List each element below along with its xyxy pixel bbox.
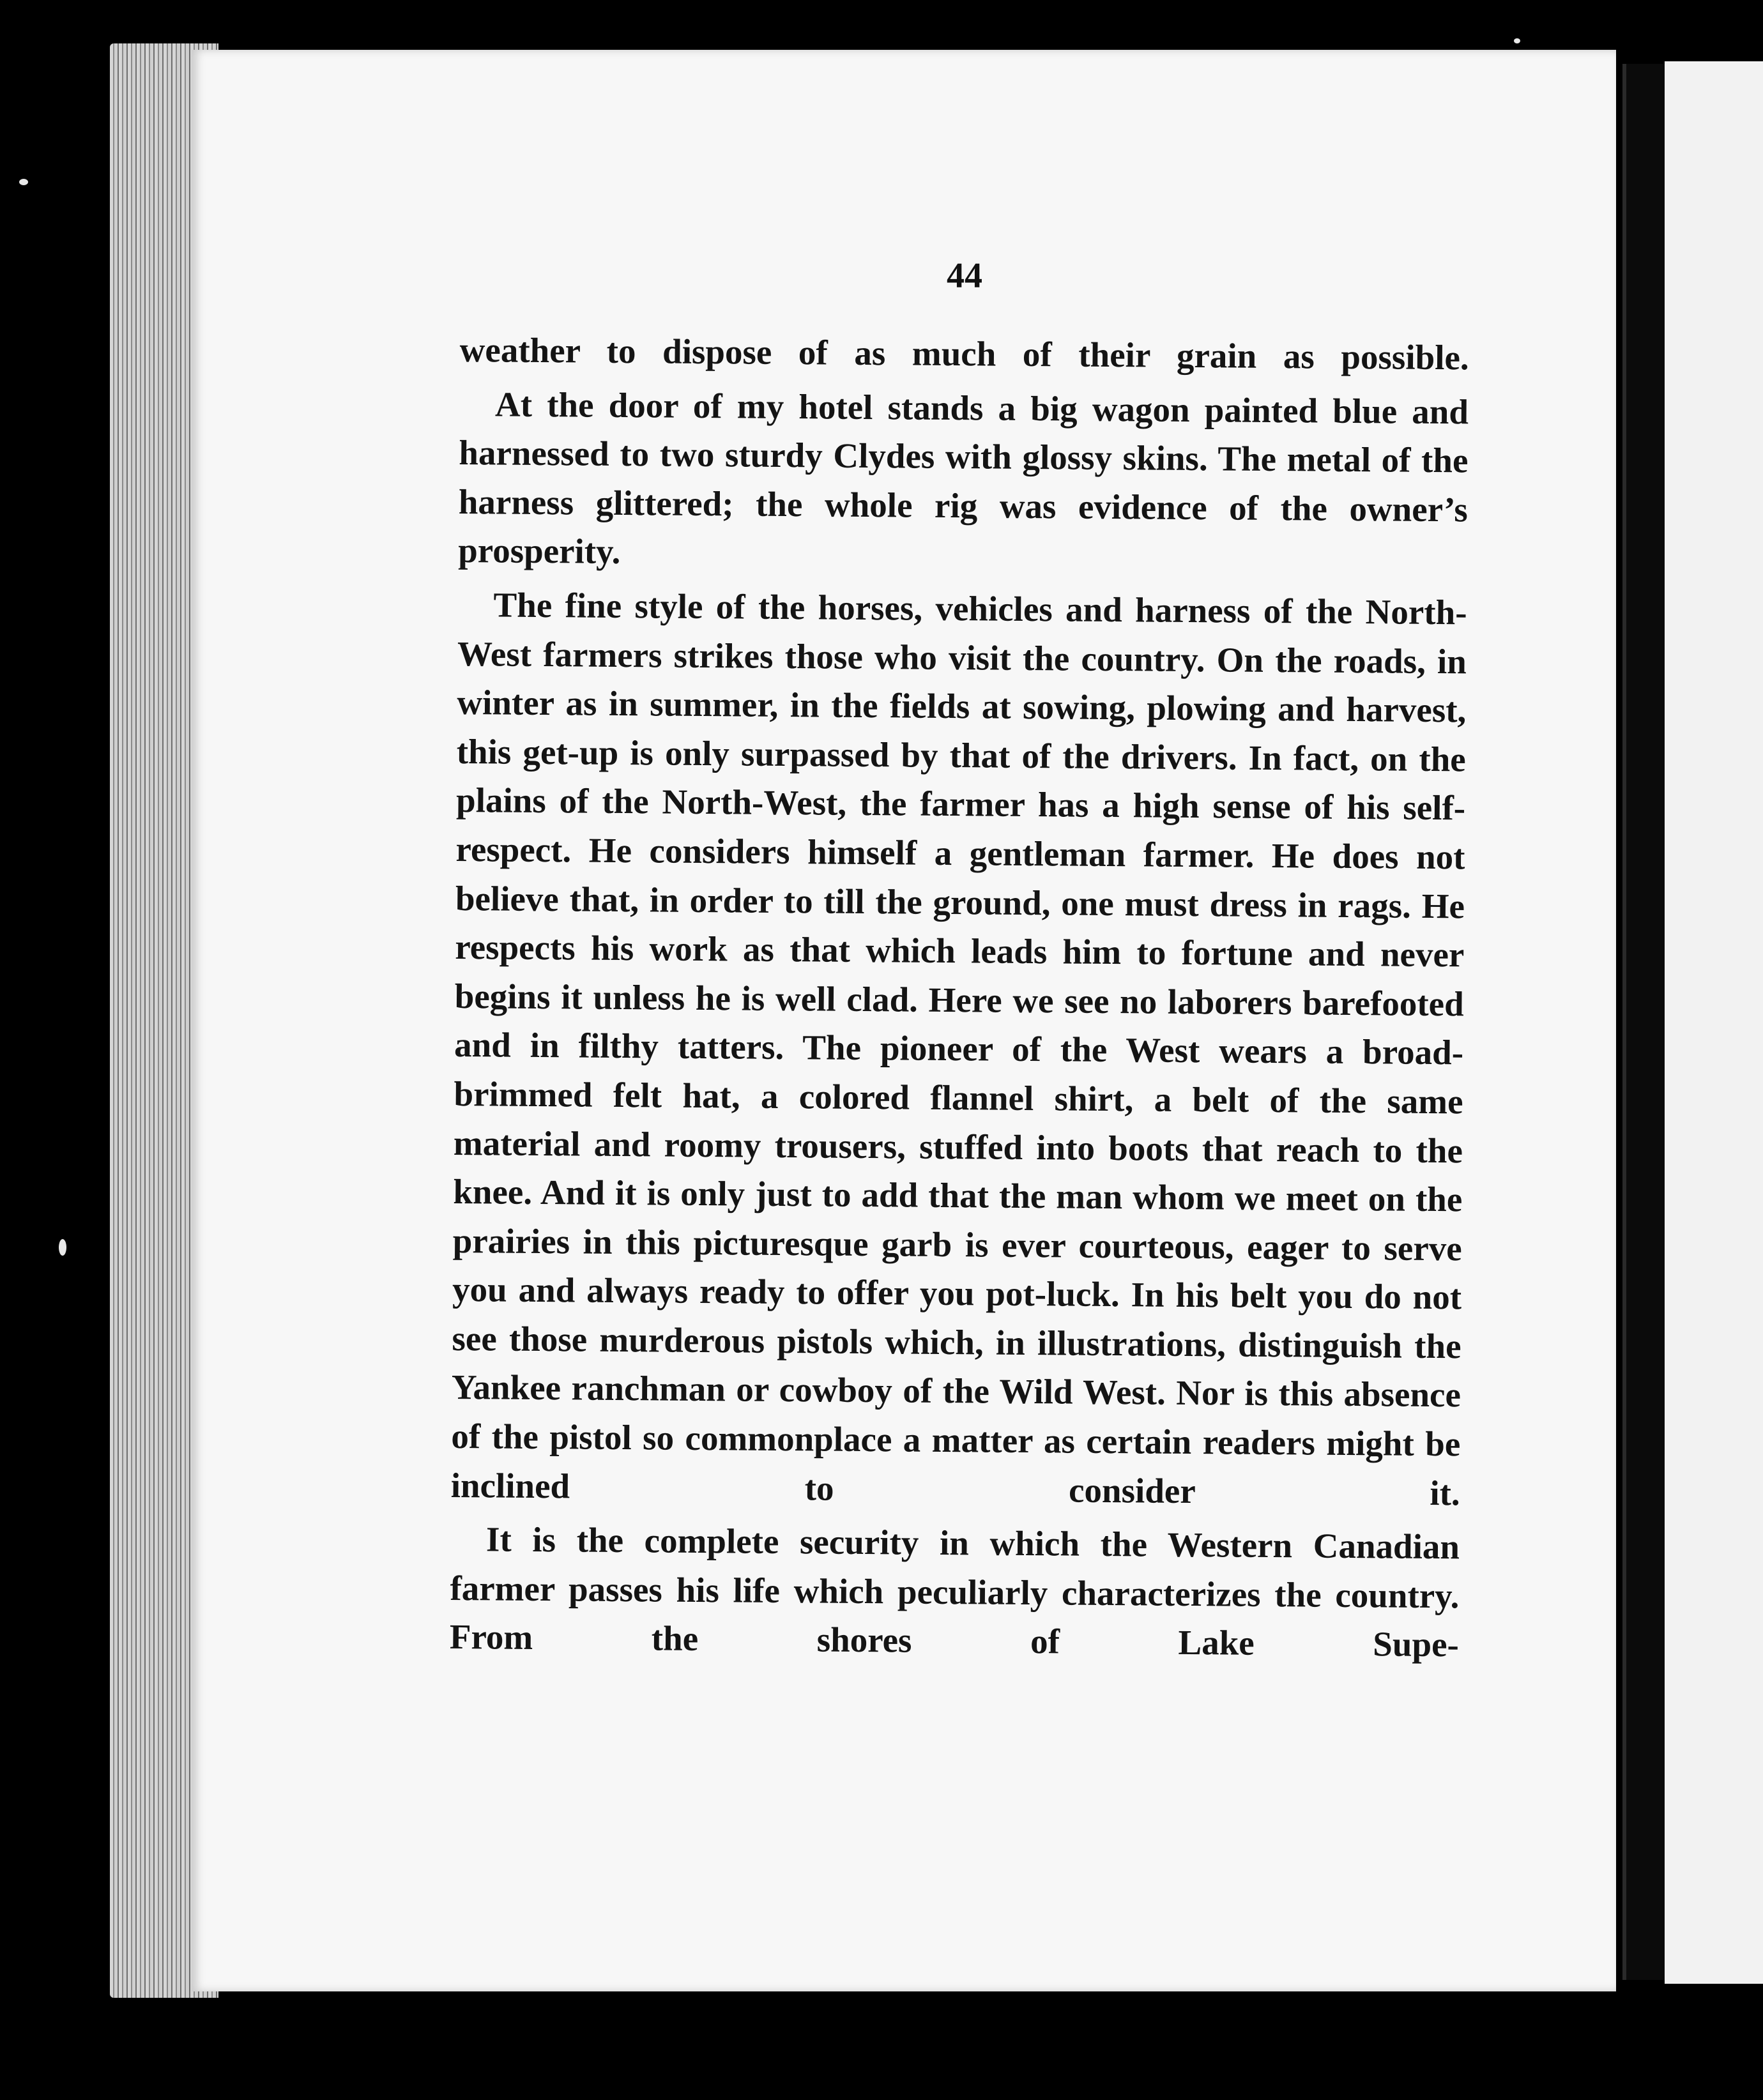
book-gutter — [1622, 64, 1665, 1980]
facing-page-edge — [1665, 61, 1763, 1984]
body-text — [450, 326, 1469, 1670]
scan-speck — [59, 1239, 66, 1256]
scan-speck — [1514, 38, 1520, 43]
paragraph: It is the complete security in which the Western Canadian farmer passes his life which peculiarly characterizes the country. From the shores of Lake Supe- — [449, 1519, 1460, 1664]
paragraph: weather to dispose of as much of their grain as possible. — [459, 330, 1469, 377]
scan-speck — [19, 179, 28, 185]
paragraph: The fine style of the horses, vehicles and harness of the North-West farmers strikes those who visit the country. On the roads, in winter as in summer, in the fields at sowing, plowing and harvest, this get-up is only surpassed by that of the drivers. In fact, on the plains of the North-West, the farmer has a high sense of his self-respect. He considers himself a gentleman farmer. He does not believe that, in order to till the ground, one must dress in rags. He respects his work as that which leads him to fortune and never begins it unless he is well clad. Here we see no laborers barefooted and in filthy tatters. The pioneer of the West wears a broad-brimmed felt hat, a colored flannel shirt, a belt of the same material and roomy trousers, stuffed into boots that reach to the knee. And it is only just to add that the man whom we meet on the prairies in this picturesque garb is ever courteous, eager to serve you and always ready to offer you pot-luck. In his belt you do not see those murderous pistols which, in illustrations, distinguish the Yankee ranchman or cowboy of the Wild West. Nor is this absence of the pistol so commonplace a matter as certain readers might be inclined to consider it. — [450, 585, 1467, 1513]
paragraph: At the door of my hotel stands a big wagon painted blue and harnessed to two sturdy Clydes with glossy skins. The metal of the harness glittered; the whole rig was evidence of the owner’s prosperity. — [457, 384, 1469, 572]
page-number: 44 — [947, 256, 982, 296]
